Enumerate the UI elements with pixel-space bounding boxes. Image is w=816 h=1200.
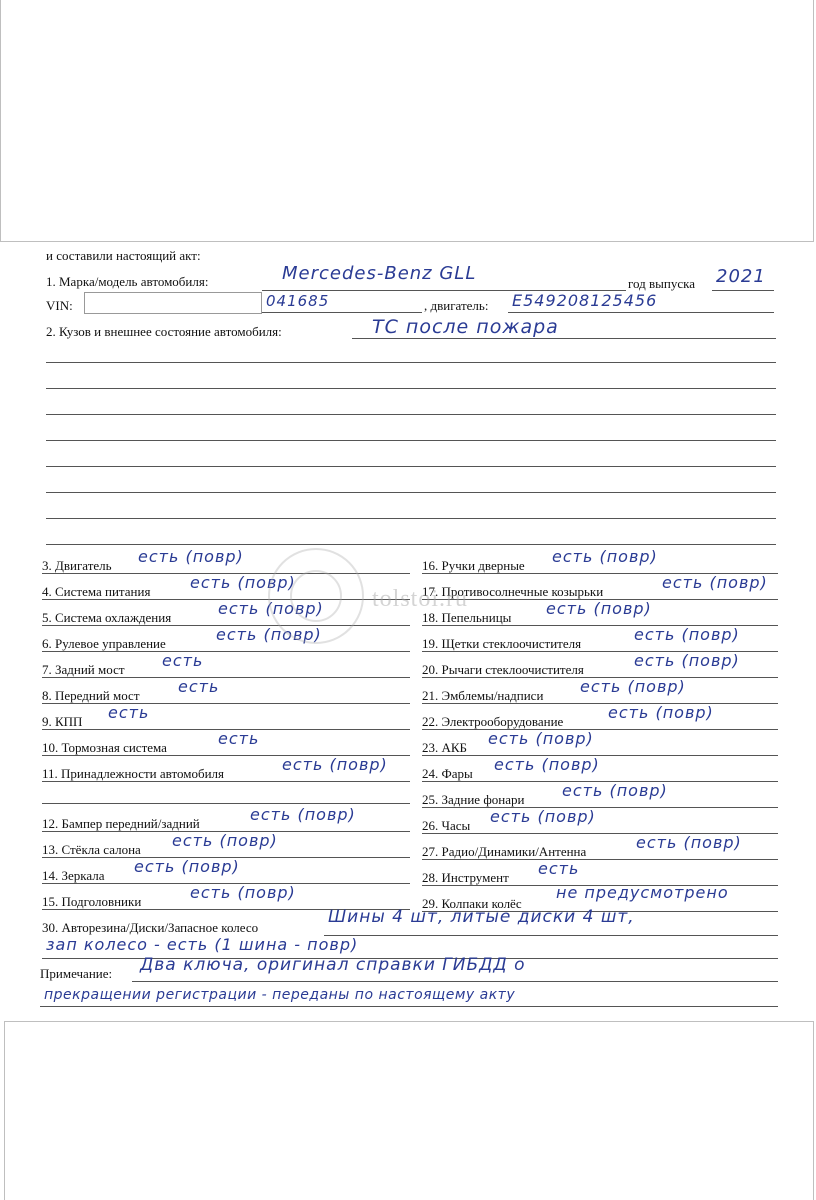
item-value: есть (повр) bbox=[218, 599, 324, 618]
item-label: 3. Двигатель bbox=[42, 558, 112, 573]
vin-line bbox=[262, 312, 422, 313]
tires-line bbox=[324, 935, 778, 936]
item-value: есть (повр) bbox=[172, 831, 278, 850]
tires-value-line1: Шины 4 шт, литые диски 4 шт, bbox=[328, 907, 635, 927]
body-value: ТС после пожара bbox=[372, 316, 559, 338]
note-label: Примечание: bbox=[40, 966, 113, 981]
item-value: есть bbox=[178, 677, 220, 696]
item-value: есть (повр) bbox=[634, 625, 740, 644]
item-value: есть bbox=[108, 703, 150, 722]
item-value: есть (повр) bbox=[636, 833, 742, 852]
item-value: есть (повр) bbox=[216, 625, 322, 644]
note-line bbox=[132, 981, 778, 982]
item-label: 15. Подголовники bbox=[42, 894, 142, 909]
item-label: 26. Часы bbox=[422, 818, 471, 833]
model-value: Mercedes-Benz GLL bbox=[282, 263, 477, 284]
item-label: 4. Система питания bbox=[42, 584, 151, 599]
item-label: 10. Тормозная система bbox=[42, 740, 167, 755]
item-line bbox=[422, 755, 778, 756]
item-label: 17. Противосолнечные козырьки bbox=[422, 584, 604, 599]
item-label: 24. Фары bbox=[422, 766, 473, 781]
item-value: есть (повр) bbox=[138, 547, 244, 566]
item-line bbox=[42, 677, 410, 678]
intro-text: и составили настоящий акт: bbox=[46, 248, 201, 263]
redacted-bottom-area bbox=[4, 1021, 814, 1200]
year-label: год выпуска bbox=[628, 276, 695, 291]
blank-line bbox=[46, 414, 776, 415]
tires-value-line2: зап колесо - есть (1 шина - повр) bbox=[46, 935, 359, 954]
stamp-inner-ring bbox=[290, 570, 342, 622]
item-value: есть (повр) bbox=[134, 857, 240, 876]
engine-value: E549208125456 bbox=[512, 291, 658, 310]
item-value: есть (повр) bbox=[190, 573, 296, 592]
item-label: 12. Бампер передний/задний bbox=[42, 816, 200, 831]
item-value: есть (повр) bbox=[562, 781, 668, 800]
item-label: 25. Задние фонари bbox=[422, 792, 525, 807]
blank-line bbox=[46, 362, 776, 363]
item-value: есть (повр) bbox=[488, 729, 594, 748]
item-line bbox=[422, 807, 778, 808]
vin-label: VIN: bbox=[46, 298, 73, 313]
item-line bbox=[422, 859, 778, 860]
item-label: 18. Пепельницы bbox=[422, 610, 512, 625]
blank-line bbox=[46, 544, 776, 545]
item-value: есть (повр) bbox=[490, 807, 596, 826]
item-value: есть bbox=[218, 729, 260, 748]
item-value: есть (повр) bbox=[250, 805, 356, 824]
item-value: есть (повр) bbox=[634, 651, 740, 670]
blank-line bbox=[46, 518, 776, 519]
item-label: 20. Рычаги стеклоочистителя bbox=[422, 662, 584, 677]
item-value: есть (повр) bbox=[552, 547, 658, 566]
item-label: 19. Щетки стеклоочистителя bbox=[422, 636, 582, 651]
vin-redaction bbox=[84, 292, 262, 314]
item-value: есть (повр) bbox=[608, 703, 714, 722]
item-line bbox=[42, 803, 410, 804]
item-label: 16. Ручки дверные bbox=[422, 558, 525, 573]
blank-line bbox=[46, 492, 776, 493]
year-value: 2021 bbox=[716, 266, 766, 287]
item-label: 13. Стёкла салона bbox=[42, 842, 141, 857]
blank-line bbox=[46, 388, 776, 389]
item-label: 27. Радио/Динамики/Антенна bbox=[422, 844, 587, 859]
item-label: 14. Зеркала bbox=[42, 868, 105, 883]
item-label: 21. Эмблемы/надписи bbox=[422, 688, 544, 703]
item-value: есть (повр) bbox=[494, 755, 600, 774]
item-label: 11. Принадлежности автомобиля bbox=[42, 766, 224, 781]
item-label: 22. Электрооборудование bbox=[422, 714, 564, 729]
item-value: есть (повр) bbox=[190, 883, 296, 902]
blank-line bbox=[46, 466, 776, 467]
note-value-line1: Два ключа, оригинал справки ГИБДД о bbox=[140, 955, 526, 975]
item-value: есть (повр) bbox=[282, 755, 388, 774]
item-label: 6. Рулевое управление bbox=[42, 636, 166, 651]
item-line bbox=[422, 703, 778, 704]
item-line bbox=[42, 651, 410, 652]
body-label: 2. Кузов и внешнее состояние автомобиля: bbox=[46, 324, 282, 339]
item-value: не предусмотрено bbox=[556, 883, 729, 902]
vin-partial-value: 041685 bbox=[266, 292, 330, 310]
item-label: 28. Инструмент bbox=[422, 870, 509, 885]
item-value: есть bbox=[162, 651, 204, 670]
note-value-line2: прекращении регистрации - переданы по настоящему акту bbox=[44, 987, 516, 1003]
item-label: 5. Система охлаждения bbox=[42, 610, 172, 625]
item-line bbox=[42, 703, 410, 704]
watermark-text: tolstoi.ru bbox=[372, 586, 469, 612]
item-label: 29. Колпаки колёс bbox=[422, 896, 522, 911]
item-value: есть (повр) bbox=[546, 599, 652, 618]
item-value: есть bbox=[538, 859, 580, 878]
blank-line bbox=[46, 440, 776, 441]
item-value: есть (повр) bbox=[580, 677, 686, 696]
redacted-top-area bbox=[0, 0, 814, 242]
item-label: 8. Передний мост bbox=[42, 688, 140, 703]
item-label: 23. АКБ bbox=[422, 740, 468, 755]
model-label: 1. Марка/модель автомобиля: bbox=[46, 274, 209, 289]
item-line bbox=[42, 781, 410, 782]
item-value: есть (повр) bbox=[662, 573, 768, 592]
engine-label: , двигатель: bbox=[424, 298, 489, 313]
year-line bbox=[712, 290, 774, 291]
tires-label: 30. Авторезина/Диски/Запасное колесо bbox=[42, 920, 259, 935]
engine-line bbox=[508, 312, 774, 313]
body-line bbox=[352, 338, 776, 339]
item-label: 9. КПП bbox=[42, 714, 83, 729]
note-line bbox=[40, 1006, 778, 1007]
item-label: 7. Задний мост bbox=[42, 662, 125, 677]
item-line bbox=[422, 729, 778, 730]
